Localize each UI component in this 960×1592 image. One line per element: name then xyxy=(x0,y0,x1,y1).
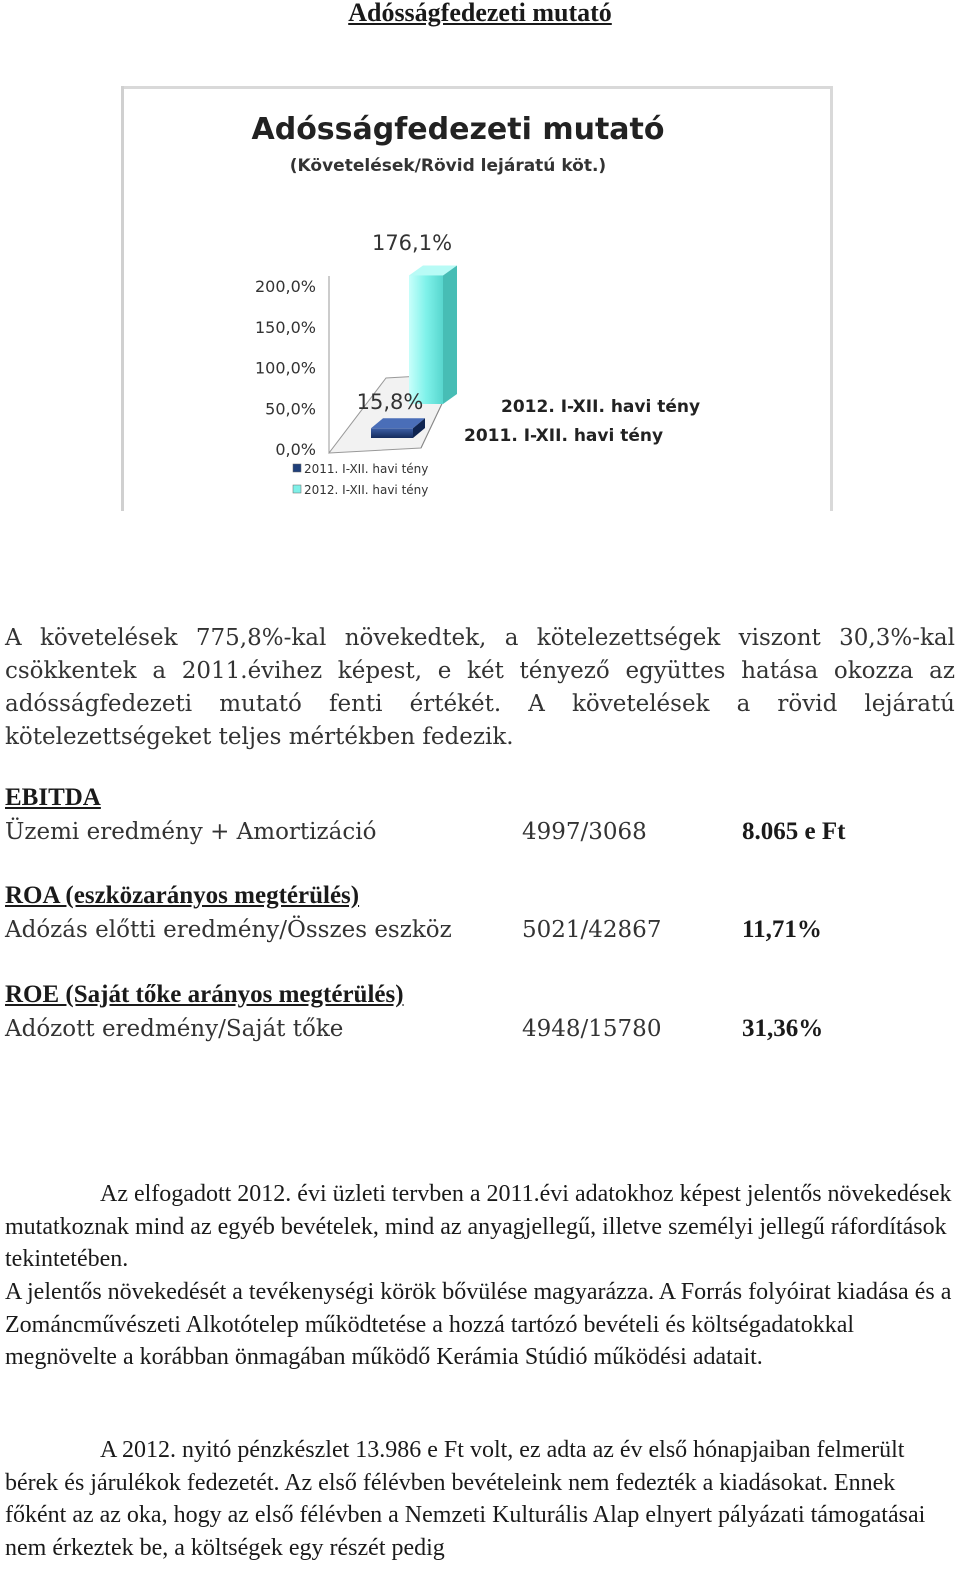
metric-title-roe: ROE (Saját tőke arányos megtérülés) xyxy=(5,981,404,1008)
legend-swatch xyxy=(293,485,301,493)
metric-label-ebitda: Üzemi eredmény + Amortizáció xyxy=(5,819,377,845)
depth-label-2011: 2011. I-XII. havi tény xyxy=(464,426,664,446)
paragraph-growth: A jelentős növekedését a tevékenységi körök bővülése magyarázza. A Forrás folyóirat kiadása és a Zománcművészeti Alkotótelep működtetése a hozzá tartózó bevételi és költségadatokkal megnövelte a korábban önmagában működő Kerámia Stúdió működési adatait. xyxy=(5,1279,952,1370)
page-heading: Adósságfedezeti mutató xyxy=(348,0,612,27)
metric-formula-roa: 5021/42867 xyxy=(522,917,662,943)
y-axis xyxy=(255,276,329,459)
metric-value-ebitda: 8.065 e Ft xyxy=(742,818,846,845)
legend-swatch xyxy=(293,464,301,472)
y-tick-label: 200,0% xyxy=(254,277,316,296)
metric-title-roa: ROA (eszközarányos megtérülés) xyxy=(5,882,360,909)
metric-value-roa: 11,71% xyxy=(742,916,822,943)
legend-label: 2011. I-XII. havi tény xyxy=(304,462,429,476)
paragraph-cash xyxy=(5,1434,955,1564)
paragraph-cash-text: A 2012. nyitó pénzkészlet 13.986 e Ft volt, ez adta az év első hónapjaiban felmerült bérek és járulékok fedezetét. Az első félévben bevételeink nem fedezték a kiadásokat. Ennek főként az az oka, hogy az első félévben a Nemzeti Kulturális Alap elnyert pályázati támogatásai nem érkeztek be, a költségek egy részét pedig xyxy=(5,1437,926,1561)
data-label-2011: 15,8% xyxy=(356,390,424,414)
y-tick-label: 50,0% xyxy=(265,399,316,419)
chart-svg xyxy=(121,86,833,511)
paragraph-business-plan-text: Az elfogadott 2012. évi üzleti tervben a 2011.évi adatokhoz képest jelentős növekedések mutatkoznak mind az egyéb bevételek, mind az anyagjellegű, illetve személyi jellegű ráfordítások tekintetében. xyxy=(5,1181,952,1272)
paragraph-receivables: A követelések 775,8%-kal növekedtek, a kötelezettségek viszont 30,3%-kal csökkentek a 2011.évihez képest, e két tényező együttes hatása okozza az adósságfedezeti mutató fenti értékét. A követelések a rövid lejáratú kötelezettségeket teljes mértékben fedezik. xyxy=(5,625,955,750)
depth-label-2012: 2012. I-XII. havi tény xyxy=(501,397,701,417)
metric-formula-roe: 4948/15780 xyxy=(522,1016,662,1042)
chart-depth-labels xyxy=(464,397,700,446)
legend-label: 2012. I-XII. havi tény xyxy=(304,483,429,497)
bar-2011 xyxy=(371,428,413,438)
metric-value-roe: 31,36% xyxy=(742,1015,824,1042)
bar-2012 xyxy=(409,275,443,404)
metric-label-roa: Adózás előtti eredmény/Összes eszköz xyxy=(5,917,452,943)
paragraph-business-plan xyxy=(5,1178,955,1276)
metric-formula-ebitda: 4997/3068 xyxy=(522,819,647,845)
chart-image xyxy=(121,86,833,511)
y-tick-label: 150,0% xyxy=(254,317,316,337)
chart-title: Adósságfedezeti mutató xyxy=(251,112,665,147)
chart-legend xyxy=(293,462,428,497)
metric-title-ebitda: EBITDA xyxy=(5,784,101,811)
bar-side-2012 xyxy=(443,265,457,404)
y-tick-label: 0,0% xyxy=(275,440,316,459)
data-label-2012: 176,1% xyxy=(371,231,453,255)
y-tick-label: 100,0% xyxy=(254,358,316,378)
chart-subtitle: (Követelések/Rövid lejáratú köt.) xyxy=(289,156,607,176)
metric-label-roe: Adózott eredmény/Saját tőke xyxy=(5,1016,344,1042)
